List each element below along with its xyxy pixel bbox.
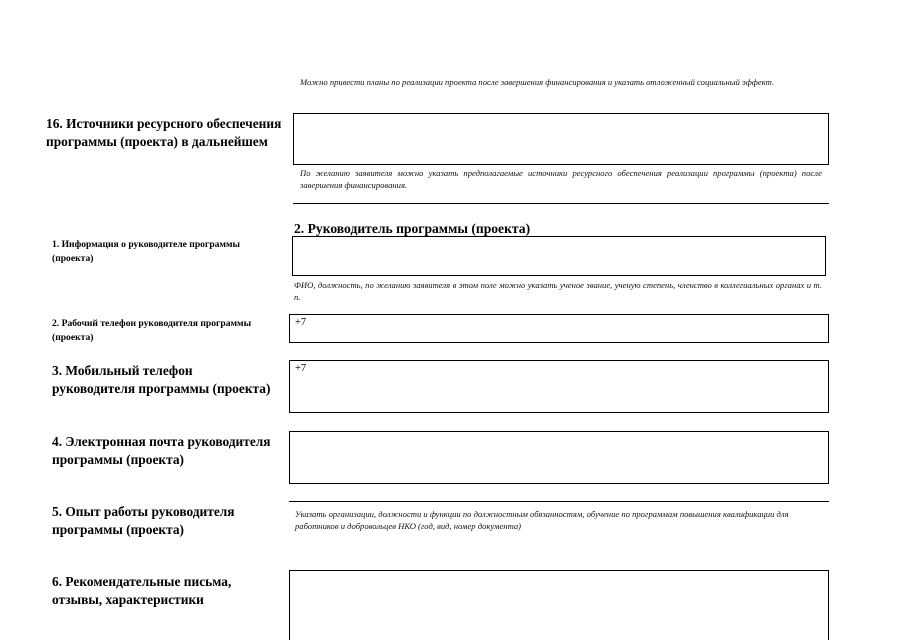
experience-label: 5. Опыт работы руководителя программы (проекта): [52, 504, 235, 537]
resource-sources-hint: По желанию заявителя можно указать предполагаемые источники ресурсного обеспечения реализации программы (проекта) после завершения финансирования.: [300, 168, 822, 190]
manager-info-label: 1. Информация о руководителе программы (проекта): [52, 239, 241, 264]
resource-sources-divider: [293, 203, 829, 204]
work-phone-label: 2. Рабочий телефон руководителя программы (проекта): [52, 318, 252, 343]
email-label: 4. Электронная почта руководителя программы (проекта): [52, 434, 271, 467]
resource-sources-field[interactable]: [293, 113, 829, 165]
manager-info-hint: ФИО, должность, по желанию заявителя в этом поле можно указать ученое звание, ученую степень, членство в коллегиальных органах и т. п.: [294, 280, 822, 302]
mobile-phone-field[interactable]: +7: [289, 360, 829, 413]
experience-divider: [289, 501, 829, 502]
mobile-phone-label: 3. Мобильный телефон руководителя программы (проекта): [52, 363, 271, 396]
recommendations-field[interactable]: [289, 570, 829, 640]
experience-hint: Указать организации, должности и функции по должностным обязанностям, обучение по программам повышения квалификации для работников и добровольцев НКО (год, вид, номер документа): [295, 509, 789, 531]
work-phone-field[interactable]: +7: [289, 314, 829, 343]
previous-field-hint: Можно привести планы по реализации проекта после завершения финансирования и указать отложенный социальный эффект.: [300, 77, 775, 87]
email-field[interactable]: [289, 431, 829, 484]
resource-sources-label: 16. Источники ресурсного обеспечения программы (проекта) в дальнейшем: [46, 116, 282, 149]
section-2-title: 2. Руководитель программы (проекта): [294, 221, 531, 236]
recommendations-label: 6. Рекомендательные письма, отзывы, характеристики: [52, 574, 232, 607]
manager-info-field[interactable]: [292, 236, 826, 276]
